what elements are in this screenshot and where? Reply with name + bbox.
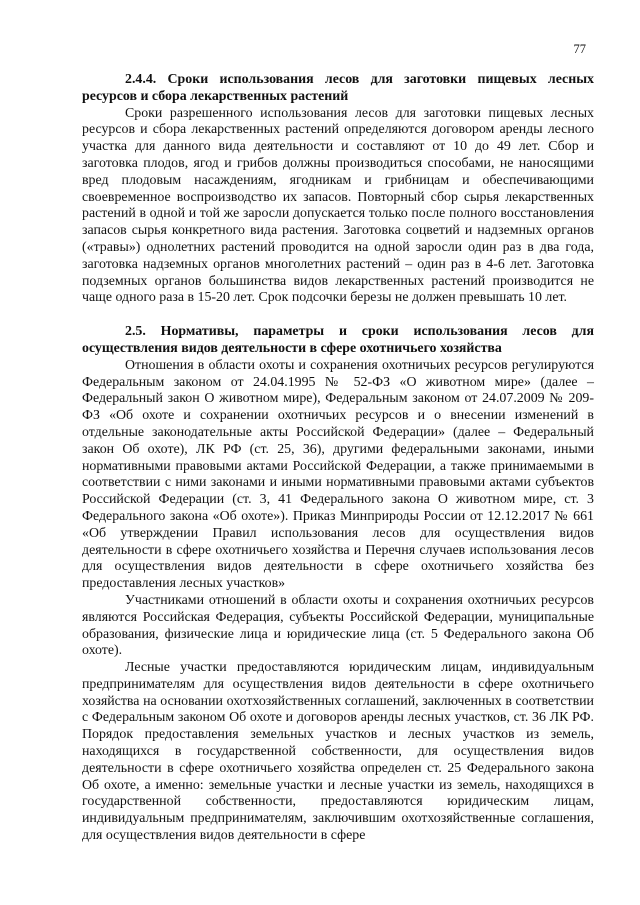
paragraph: Участниками отношений в области охоты и сохранения охотничьих ресурсов являются Российская Федерация, субъекты Российской Федерации, муниципальные образования, физические лица и юридические лица (ст. 5 Федерального закона Об охоте). bbox=[82, 592, 594, 659]
paragraph: Отношения в области охоты и сохранения охотничьих ресурсов регулируются Федеральным законом от 24.04.1995 № 52-ФЗ «О животном мире» (далее – Федеральный закон О животном мире), Федеральным законом от 24.07.2009 № 209-ФЗ «Об охоте и сохранении охотничьих ресурсов и о внесении изменений в отдельные законодательные акты Российской Федерации» (далее – Федеральный закон Об охоте), ЛК РФ (ст. 25, 36), другими федеральными законами, иными нормативными правовыми актами Российской Федерации, а также принимаемыми в соответствии с ними законами и иными нормативными правовыми актами субъектов Российской Федерации (ст. 3, 41 Федерального закона О животном мире, ст. 3 Федерального закона «Об охоте»). Приказ Минприроды России от 12.12.2017 № 661 «Об утверждении Правил использования лесов для осуществления видов деятельности в сфере охотничьего хозяйства и Перечня случаев использования лесов для осуществления видов деятельности в сфере охотничьего хозяйства без предоставления лесных участков» bbox=[82, 357, 594, 592]
paragraph: Сроки разрешенного использования лесов для заготовки пищевых лесных ресурсов и сбора лекарственных растений определяются договором аренды лесного участка для данного вида деятельности и составляют от 10 до 49 лет. Сбор и заготовка плодов, ягод и грибов должны производиться способами, не наносящими вред плодовым насаждениям, ягодникам и грибницам и обеспечивающими своевременное воспроизводство их запасов. Повторный сбор сырья лекарственных растений в одной и той же заросли допускается только после полного восстановления запасов сырья конкретного вида растения. Заготовка соцветий и надземных органов («травы») однолетних растений проводится на одной заросли один раз в два года, заготовка надземных органов многолетних растений – один раз в 4-6 лет. Заготовка подземных органов большинства видов лекарственных растений производится не чаще одного раза в 15-20 лет. Срок подсочки березы не должен превышать 10 лет. bbox=[82, 105, 594, 306]
section-heading-2-4-4: 2.4.4. Сроки использования лесов для заготовки пищевых лесных ресурсов и сбора лекарственных растений bbox=[82, 72, 594, 104]
document-body bbox=[82, 72, 594, 845]
section-heading-2-5: 2.5. Нормативы, параметры и сроки использования лесов для осуществления видов деятельности в сфере охотничьего хозяйства bbox=[82, 324, 594, 356]
paragraph: Лесные участки предоставляются юридическим лицам, индивидуальным предпринимателям для осуществления видов деятельности в сфере охотничьего хозяйства на основании охотхозяйственных соглашений, заключенных в соответствии с Федеральным законом Об охоте и договоров аренды лесных участков, ст. 36 ЛК РФ. Порядок предоставления земельных участков и лесных участков из земель, находящихся в государственной собственности, для осуществления видов деятельности в сфере охотничьего хозяйства определен ст. 25 Федерального закона Об охоте, а именно: земельные участки и лесные участки из земель, находящихся в государственной собственности, предоставляются юридическим лицам, индивидуальным предпринимателям, заключившим охотхозяйственные соглашения, для осуществления видов деятельности в сфере bbox=[82, 660, 594, 844]
page-number: 77 bbox=[573, 42, 586, 56]
section-spacer bbox=[82, 307, 594, 324]
